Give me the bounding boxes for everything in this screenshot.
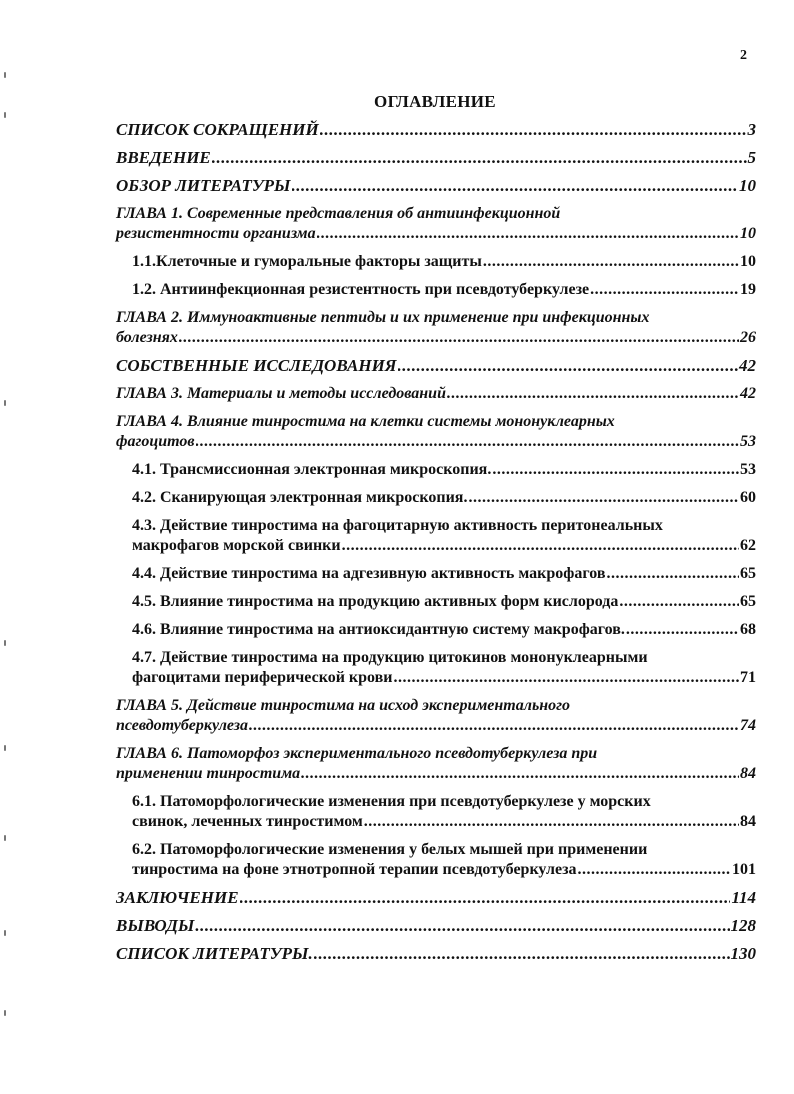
toc-entry-page: 42 — [739, 356, 756, 375]
scan-mark — [4, 930, 6, 936]
toc-entry-row — [116, 916, 756, 936]
dot-leader — [578, 860, 731, 880]
toc-entry-row — [132, 564, 756, 584]
dot-leader — [314, 944, 730, 964]
toc-entry-title: ЗАКЛЮЧЕНИЕ — [116, 888, 239, 907]
toc-entry — [116, 840, 756, 880]
toc-entry — [116, 744, 756, 784]
dot-leader — [492, 460, 739, 480]
toc-entry-title: болезнях — [116, 329, 178, 346]
toc-entry-page: 68 — [740, 621, 756, 638]
table-of-contents — [116, 120, 756, 972]
dot-leader — [619, 592, 739, 612]
toc-entry-row — [116, 764, 756, 784]
toc-entry-title-line: 6.2. Патоморфологические изменения у белых мышей при применении — [132, 841, 648, 858]
toc-entry — [116, 460, 756, 480]
dot-leader — [394, 668, 740, 688]
scan-mark — [4, 745, 6, 751]
dot-leader — [320, 120, 747, 140]
toc-entry-row — [116, 176, 756, 196]
dot-leader — [179, 328, 739, 348]
toc-entry-page: 84 — [740, 765, 756, 782]
toc-entry — [116, 944, 756, 964]
toc-entry-title: СПИСОК ЛИТЕРАТУРЫ. — [116, 944, 313, 963]
toc-entry-page: 128 — [730, 916, 756, 935]
dot-leader — [483, 252, 739, 272]
toc-entry-title-line: 4.3. Действие тинростима на фагоцитарную активность перитонеальных — [132, 517, 663, 534]
toc-entry — [116, 356, 756, 376]
toc-entry-row — [132, 592, 756, 612]
dot-leader — [317, 224, 739, 244]
dot-leader — [447, 384, 739, 404]
toc-entry-row — [132, 812, 756, 832]
page-number: 2 — [740, 48, 747, 63]
dot-leader — [626, 620, 739, 640]
toc-entry-title: 4.2. Сканирующая электронная микроскопия. — [132, 489, 468, 506]
toc-entry-title: ВВЕДЕНИЕ — [116, 148, 211, 167]
dot-leader — [398, 356, 738, 376]
toc-entry — [116, 148, 756, 168]
toc-entry-page: 74 — [740, 717, 756, 734]
toc-entry-row — [116, 716, 756, 736]
dot-leader — [292, 176, 738, 196]
toc-entry-title: фагоцитов — [116, 433, 195, 450]
toc-entry-page: 84 — [740, 813, 756, 830]
toc-entry-page: 71 — [740, 669, 756, 686]
toc-entry-title-line: ГЛАВА 4. Влияние тинростима на клетки системы мононуклеарных — [116, 413, 615, 430]
dot-leader — [301, 764, 739, 784]
toc-entry-row — [132, 488, 756, 508]
toc-entry-row — [116, 224, 756, 244]
toc-entry-title: СПИСОК СОКРАЩЕНИЙ — [116, 120, 319, 139]
toc-entry — [116, 280, 756, 300]
toc-entry-title: псевдотуберкулеза — [116, 717, 249, 734]
toc-entry-title: ГЛАВА 3. Материалы и методы исследований — [116, 385, 446, 402]
toc-entry-row — [116, 148, 756, 168]
toc-entry-row — [132, 668, 756, 688]
toc-entry — [116, 888, 756, 908]
toc-entry — [116, 648, 756, 688]
toc-entry-row — [116, 432, 756, 452]
dot-leader — [240, 888, 731, 908]
toc-entry-row — [116, 328, 756, 348]
toc-entry-title: 1.2. Антиинфекционная резистентность при псевдотуберкулезе — [132, 281, 590, 298]
toc-entry-title-line: ГЛАВА 2. Иммуноактивные пептиды и их применение при инфекционных — [116, 309, 650, 326]
toc-entry-page: 10 — [739, 176, 756, 195]
toc-entry-page: 65 — [740, 565, 756, 582]
toc-entry — [116, 384, 756, 404]
dot-leader — [195, 916, 729, 936]
toc-entry-title-line: ГЛАВА 5. Действие тинростима на исход экспериментального — [116, 697, 571, 714]
toc-entry-title-line: ГЛАВА 1. Современные представления об антиинфекционной — [116, 205, 561, 222]
toc-entry-page: 42 — [740, 385, 756, 402]
toc-entry-row — [132, 620, 756, 640]
toc-entry — [116, 488, 756, 508]
scan-mark — [4, 112, 6, 118]
toc-entry-title: СОБСТВЕННЫЕ ИССЛЕДОВАНИЯ — [116, 356, 397, 375]
scan-mark — [4, 640, 6, 646]
dot-leader — [342, 536, 739, 556]
toc-entry — [116, 792, 756, 832]
scan-mark — [4, 72, 6, 78]
toc-entry-row — [132, 280, 756, 300]
toc-entry-row — [132, 860, 756, 880]
dot-leader — [212, 148, 747, 168]
toc-entry — [116, 412, 756, 452]
toc-entry-title-line: ГЛАВА 6. Патоморфоз экспериментального псевдотуберкулеза при — [116, 745, 598, 762]
toc-entry-row — [116, 944, 756, 964]
toc-entry — [116, 308, 756, 348]
toc-entry-title: ОБЗОР ЛИТЕРАТУРЫ — [116, 176, 291, 195]
toc-entry-page: 3 — [747, 120, 756, 139]
toc-entry-row — [132, 536, 756, 556]
dot-leader — [590, 280, 739, 300]
toc-entry-page: 53 — [740, 433, 756, 450]
toc-entry-page: 101 — [732, 861, 756, 878]
dot-leader — [249, 716, 739, 736]
scan-mark — [4, 835, 6, 841]
toc-entry-page: 53 — [740, 461, 756, 478]
scan-mark — [4, 400, 6, 406]
toc-entry — [116, 696, 756, 736]
toc-entry — [116, 620, 756, 640]
toc-entry-row — [132, 252, 756, 272]
toc-entry-page: 19 — [740, 281, 756, 298]
toc-entry-page: 26 — [740, 329, 756, 346]
toc-entry-row — [116, 888, 756, 908]
dot-leader — [196, 432, 739, 452]
toc-entry-title: резистентности организма — [116, 225, 316, 242]
toc-entry-title: 4.1. Трансмиссионная электронная микроскопия. — [132, 461, 492, 478]
toc-entry-page: 62 — [740, 537, 756, 554]
toc-entry-page: 10 — [740, 253, 756, 270]
scan-margin-marks — [0, 0, 14, 1094]
scan-mark — [4, 1010, 6, 1016]
toc-entry — [116, 564, 756, 584]
toc-entry-row — [116, 384, 756, 404]
toc-entry — [116, 916, 756, 936]
toc-entry-page: 60 — [740, 489, 756, 506]
toc-entry-title: 4.5. Влияние тинростима на продукцию активных форм кислорода — [132, 593, 619, 610]
dot-leader — [468, 488, 739, 508]
toc-entry-title: свинок, леченных тинростимом — [132, 813, 363, 830]
toc-entry — [116, 516, 756, 556]
toc-entry-title: 4.6. Влияние тинростима на антиоксидантную систему макрофагов. — [132, 621, 625, 638]
toc-entry-title-line: 4.7. Действие тинростима на продукцию цитокинов мононуклеарными — [132, 649, 648, 666]
toc-entry-page: 114 — [731, 888, 756, 907]
toc-entry-title: 4.4. Действие тинростима на адгезивную активность макрофагов — [132, 565, 606, 582]
toc-entry-row — [132, 460, 756, 480]
toc-entry-page: 65 — [740, 593, 756, 610]
toc-entry — [116, 592, 756, 612]
toc-entry-title: фагоцитами периферической крови — [132, 669, 393, 686]
toc-entry-page: 10 — [740, 225, 756, 242]
toc-entry-page: 130 — [730, 944, 756, 963]
toc-entry-row — [116, 356, 756, 376]
toc-entry-page: 5 — [747, 148, 756, 167]
dot-leader — [364, 812, 739, 832]
toc-entry — [116, 204, 756, 244]
toc-title: ОГЛАВЛЕНИЕ — [374, 92, 496, 111]
toc-entry — [116, 120, 756, 140]
toc-entry-title: ВЫВОДЫ — [116, 916, 195, 935]
toc-entry-title: тинростима на фоне этнотропной терапии псевдотуберкулеза — [132, 861, 577, 878]
toc-entry-title: применении тинростима — [116, 765, 301, 782]
toc-entry — [116, 176, 756, 196]
toc-entry-row — [116, 120, 756, 140]
dot-leader — [606, 564, 739, 584]
toc-entry-title: макрофагов морской свинки — [132, 537, 341, 554]
toc-entry-title: 1.1.Клеточные и гуморальные факторы защиты — [132, 253, 482, 270]
toc-entry-title-line: 6.1. Патоморфологические изменения при псевдотуберкулезе у морских — [132, 793, 651, 810]
toc-entry — [116, 252, 756, 272]
